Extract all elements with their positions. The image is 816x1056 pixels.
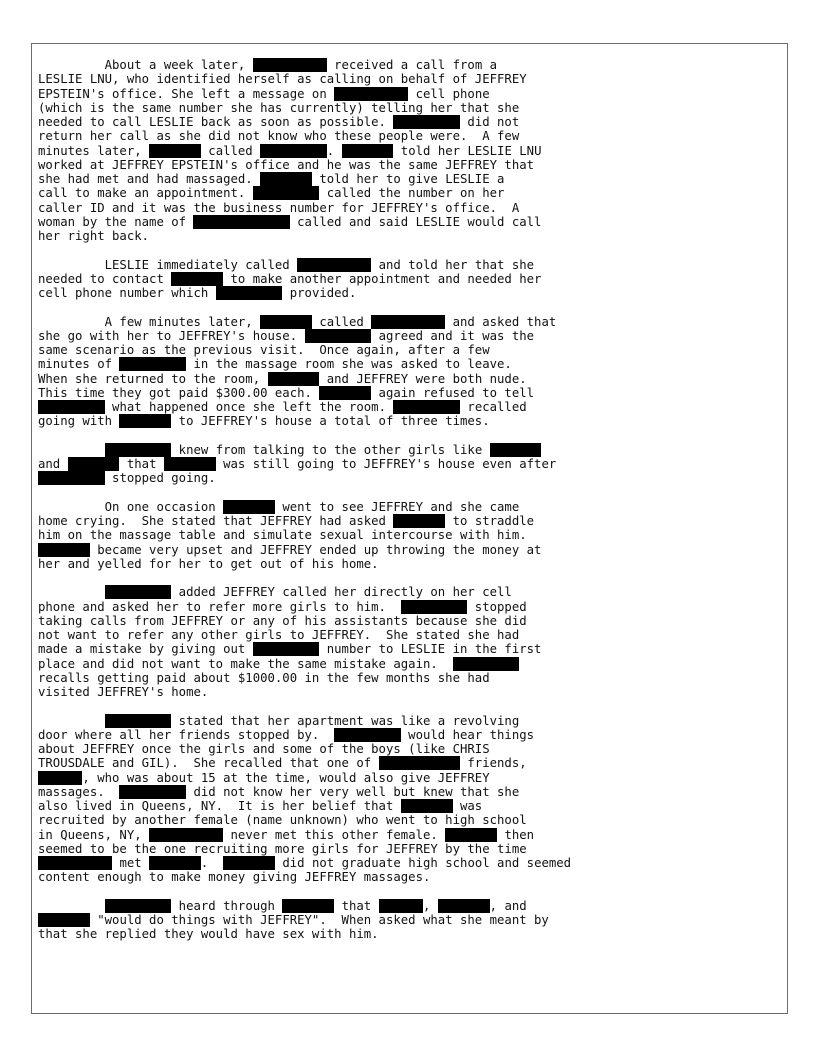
redaction-block [38, 543, 90, 557]
redaction-block [193, 215, 289, 229]
paragraph-text: to make another appointment and needed her cell phone number which [38, 271, 542, 300]
redaction-block [119, 414, 171, 428]
redaction-block [38, 913, 90, 927]
redaction-block [490, 443, 542, 457]
redaction-block [105, 443, 172, 457]
paragraph-text: would hear things about JEFFREY once the girls and some of the boys (like CHRIS TROUSDALE and GIL). She recalled that one of [38, 727, 535, 771]
paragraph-text: stopped going. [104, 471, 216, 486]
paragraph-text: provided. [282, 286, 357, 300]
paragraph-text: called the number on her caller ID and it was the business number for JEFFREY's office. A woman by the name of [38, 186, 520, 229]
redaction-block [453, 657, 520, 671]
paragraph-text: what happened once she left the room. [104, 400, 394, 414]
paragraph-text: did not know her very well but knew that she also lived in Queens, NY. It is her belief that [38, 784, 520, 813]
paragraph-text: knew from talking to the other girls like [171, 442, 490, 457]
paragraph-text [38, 714, 105, 728]
redaction-block [305, 329, 372, 343]
paragraph [38, 899, 768, 942]
paragraph-text: never met this other female. [223, 827, 446, 842]
redaction-block [105, 585, 172, 599]
paragraph-text: received a call from a LESLIE LNU, who identified herself as calling on behalf of JEFFREY EPSTEIN's office. She left a message on [38, 58, 527, 101]
paragraph-text: to JEFFREY's house a total of three times. [171, 414, 490, 429]
paragraph [38, 585, 768, 699]
redaction-block [393, 115, 460, 129]
paragraph-text: A few minutes later, [38, 314, 261, 329]
paragraph-text: called [200, 143, 261, 158]
document-body [38, 58, 768, 956]
redaction-block [334, 728, 401, 742]
redaction-block [38, 471, 105, 485]
paragraph-text: , and [489, 898, 527, 913]
paragraph-text [38, 899, 105, 913]
redaction-block [149, 828, 223, 842]
redaction-block [38, 771, 82, 785]
redaction-block [119, 785, 186, 799]
paragraph-text: . [326, 143, 342, 158]
paragraph-text: and JEFFREY were both nude. This time they got paid $300.00 each. [38, 371, 527, 400]
paragraph [38, 315, 768, 429]
paragraph-text: , [423, 898, 438, 913]
paragraph-text: met [112, 856, 150, 870]
redaction-block [105, 714, 172, 728]
paragraph-text: that [119, 457, 164, 471]
paragraph [38, 58, 768, 243]
paragraph-text: in the massage room she was asked to leave. When she returned to the room, [38, 357, 512, 386]
redaction-block [379, 756, 460, 770]
redaction-block [149, 144, 201, 158]
paragraph-text: agreed and it was the same scenario as the previous visit. Once again, after a few minutes of [38, 328, 535, 372]
redaction-block [342, 144, 394, 158]
redaction-block [253, 642, 320, 656]
paragraph-text: LESLIE immediately called [38, 257, 298, 272]
paragraph-text [38, 443, 105, 457]
redaction-block [260, 144, 327, 158]
redaction-block [119, 357, 186, 371]
redaction-block [393, 400, 460, 414]
paragraph-text: recalled going with [38, 400, 527, 429]
redaction-block [253, 58, 327, 72]
redaction-block [164, 457, 216, 471]
paragraph-text: stopped taking calls from JEFFREY or any of his assistants because she did not want to refer any other girls to JEFFREY. She stated she had made a mistake by giving out [38, 599, 527, 657]
paragraph [38, 714, 768, 885]
redaction-block [38, 856, 112, 870]
redaction-block [371, 315, 445, 329]
redaction-block [401, 799, 453, 813]
redaction-block [334, 87, 408, 101]
redaction-block [68, 457, 120, 471]
paragraph-text: "would do things with JEFFREY". When asked what she meant by that she replied they would have sex with him. [38, 913, 549, 942]
redaction-block [216, 286, 283, 300]
paragraph-text: . [200, 856, 224, 870]
paragraph [38, 500, 768, 571]
paragraph-text: About a week later, [38, 58, 253, 72]
redaction-block [379, 899, 423, 913]
paragraph-text: again refused to tell [378, 385, 535, 400]
paragraph-text: and asked that she go with her to JEFFREY's house. [38, 314, 557, 343]
redaction-block [282, 899, 334, 913]
paragraph-text: went to see JEFFREY and she came home crying. She stated that JEFFREY had asked [38, 499, 520, 528]
paragraph-text: , who was about 15 at the time, would also give JEFFREY massages. [38, 770, 490, 799]
paragraph-text: became very upset and JEFFREY ended up throwing the money at her and yelled for her to get out of his home. [38, 542, 542, 571]
paragraph-text: number to LESLIE in the first place and did not want to make the same mistake again. [38, 642, 542, 671]
paragraph-text: recalls getting paid about $1000.00 in the few months she had visited JEFFREY's home. [38, 670, 490, 699]
redaction-block [223, 500, 275, 514]
redaction-block [319, 386, 371, 400]
paragraph-text: On one occasion [38, 499, 224, 514]
paragraph-text: cell phone (which is the same number she has currently) telling her that she needed to call LESLIE back as soon as possible. [38, 86, 520, 129]
redaction-block [401, 600, 468, 614]
redaction-block [223, 856, 275, 870]
paragraph-text: that [334, 898, 379, 913]
redaction-block [393, 514, 445, 528]
paragraph-text: told her LESLIE LNU worked at JEFFREY EPSTEIN's office and he was the same JEFFREY that she had met and had massaged. [38, 143, 542, 186]
paragraph [38, 258, 768, 301]
paragraph-text [38, 585, 105, 599]
paragraph-text: heard through [171, 898, 283, 913]
redaction-block [438, 899, 490, 913]
paragraph-text: friends, [467, 756, 527, 771]
redaction-block [260, 172, 312, 186]
paragraph-text: called [311, 314, 372, 329]
paragraph-text: stated that her apartment was like a revolving door where all her friends stopped by. [38, 713, 520, 742]
redaction-block [445, 828, 497, 842]
paragraph-text: did not return her call as she did not know who these people were. A few minutes later, [38, 115, 520, 158]
redaction-block [253, 186, 320, 200]
paragraph-text: and [38, 457, 61, 471]
paragraph-text: then seemed to be the one recruiting more girls for JEFFREY by the time [38, 827, 535, 856]
paragraph-text: did not graduate high school and seemed content enough to make money giving JEFFREY massages. [38, 856, 572, 885]
redaction-block [171, 272, 223, 286]
redaction-block [149, 856, 201, 870]
redaction-block [38, 400, 105, 414]
paragraph-text: and told her that she needed to contact [38, 257, 535, 286]
redaction-block [105, 899, 172, 913]
redaction-block [297, 258, 371, 272]
redaction-block [268, 372, 320, 386]
paragraph-text: told her to give LESLIE a call to make an appointment. [38, 172, 505, 201]
paragraph-text: to straddle him on the massage table and simulate sexual intercourse with him. [38, 514, 535, 543]
redaction-block [260, 315, 312, 329]
paragraph-text: called and said LESLIE would call her right back. [38, 214, 542, 243]
paragraph-text: was recruited by another female (name unknown) who went to high school in Queens, NY, [38, 799, 527, 842]
paragraph [38, 443, 768, 486]
paragraph-text: was still going to JEFFREY's house even after [223, 457, 557, 471]
paragraph-text: added JEFFREY called her directly on her cell phone and asked her to refer more girls to him. [38, 585, 512, 614]
